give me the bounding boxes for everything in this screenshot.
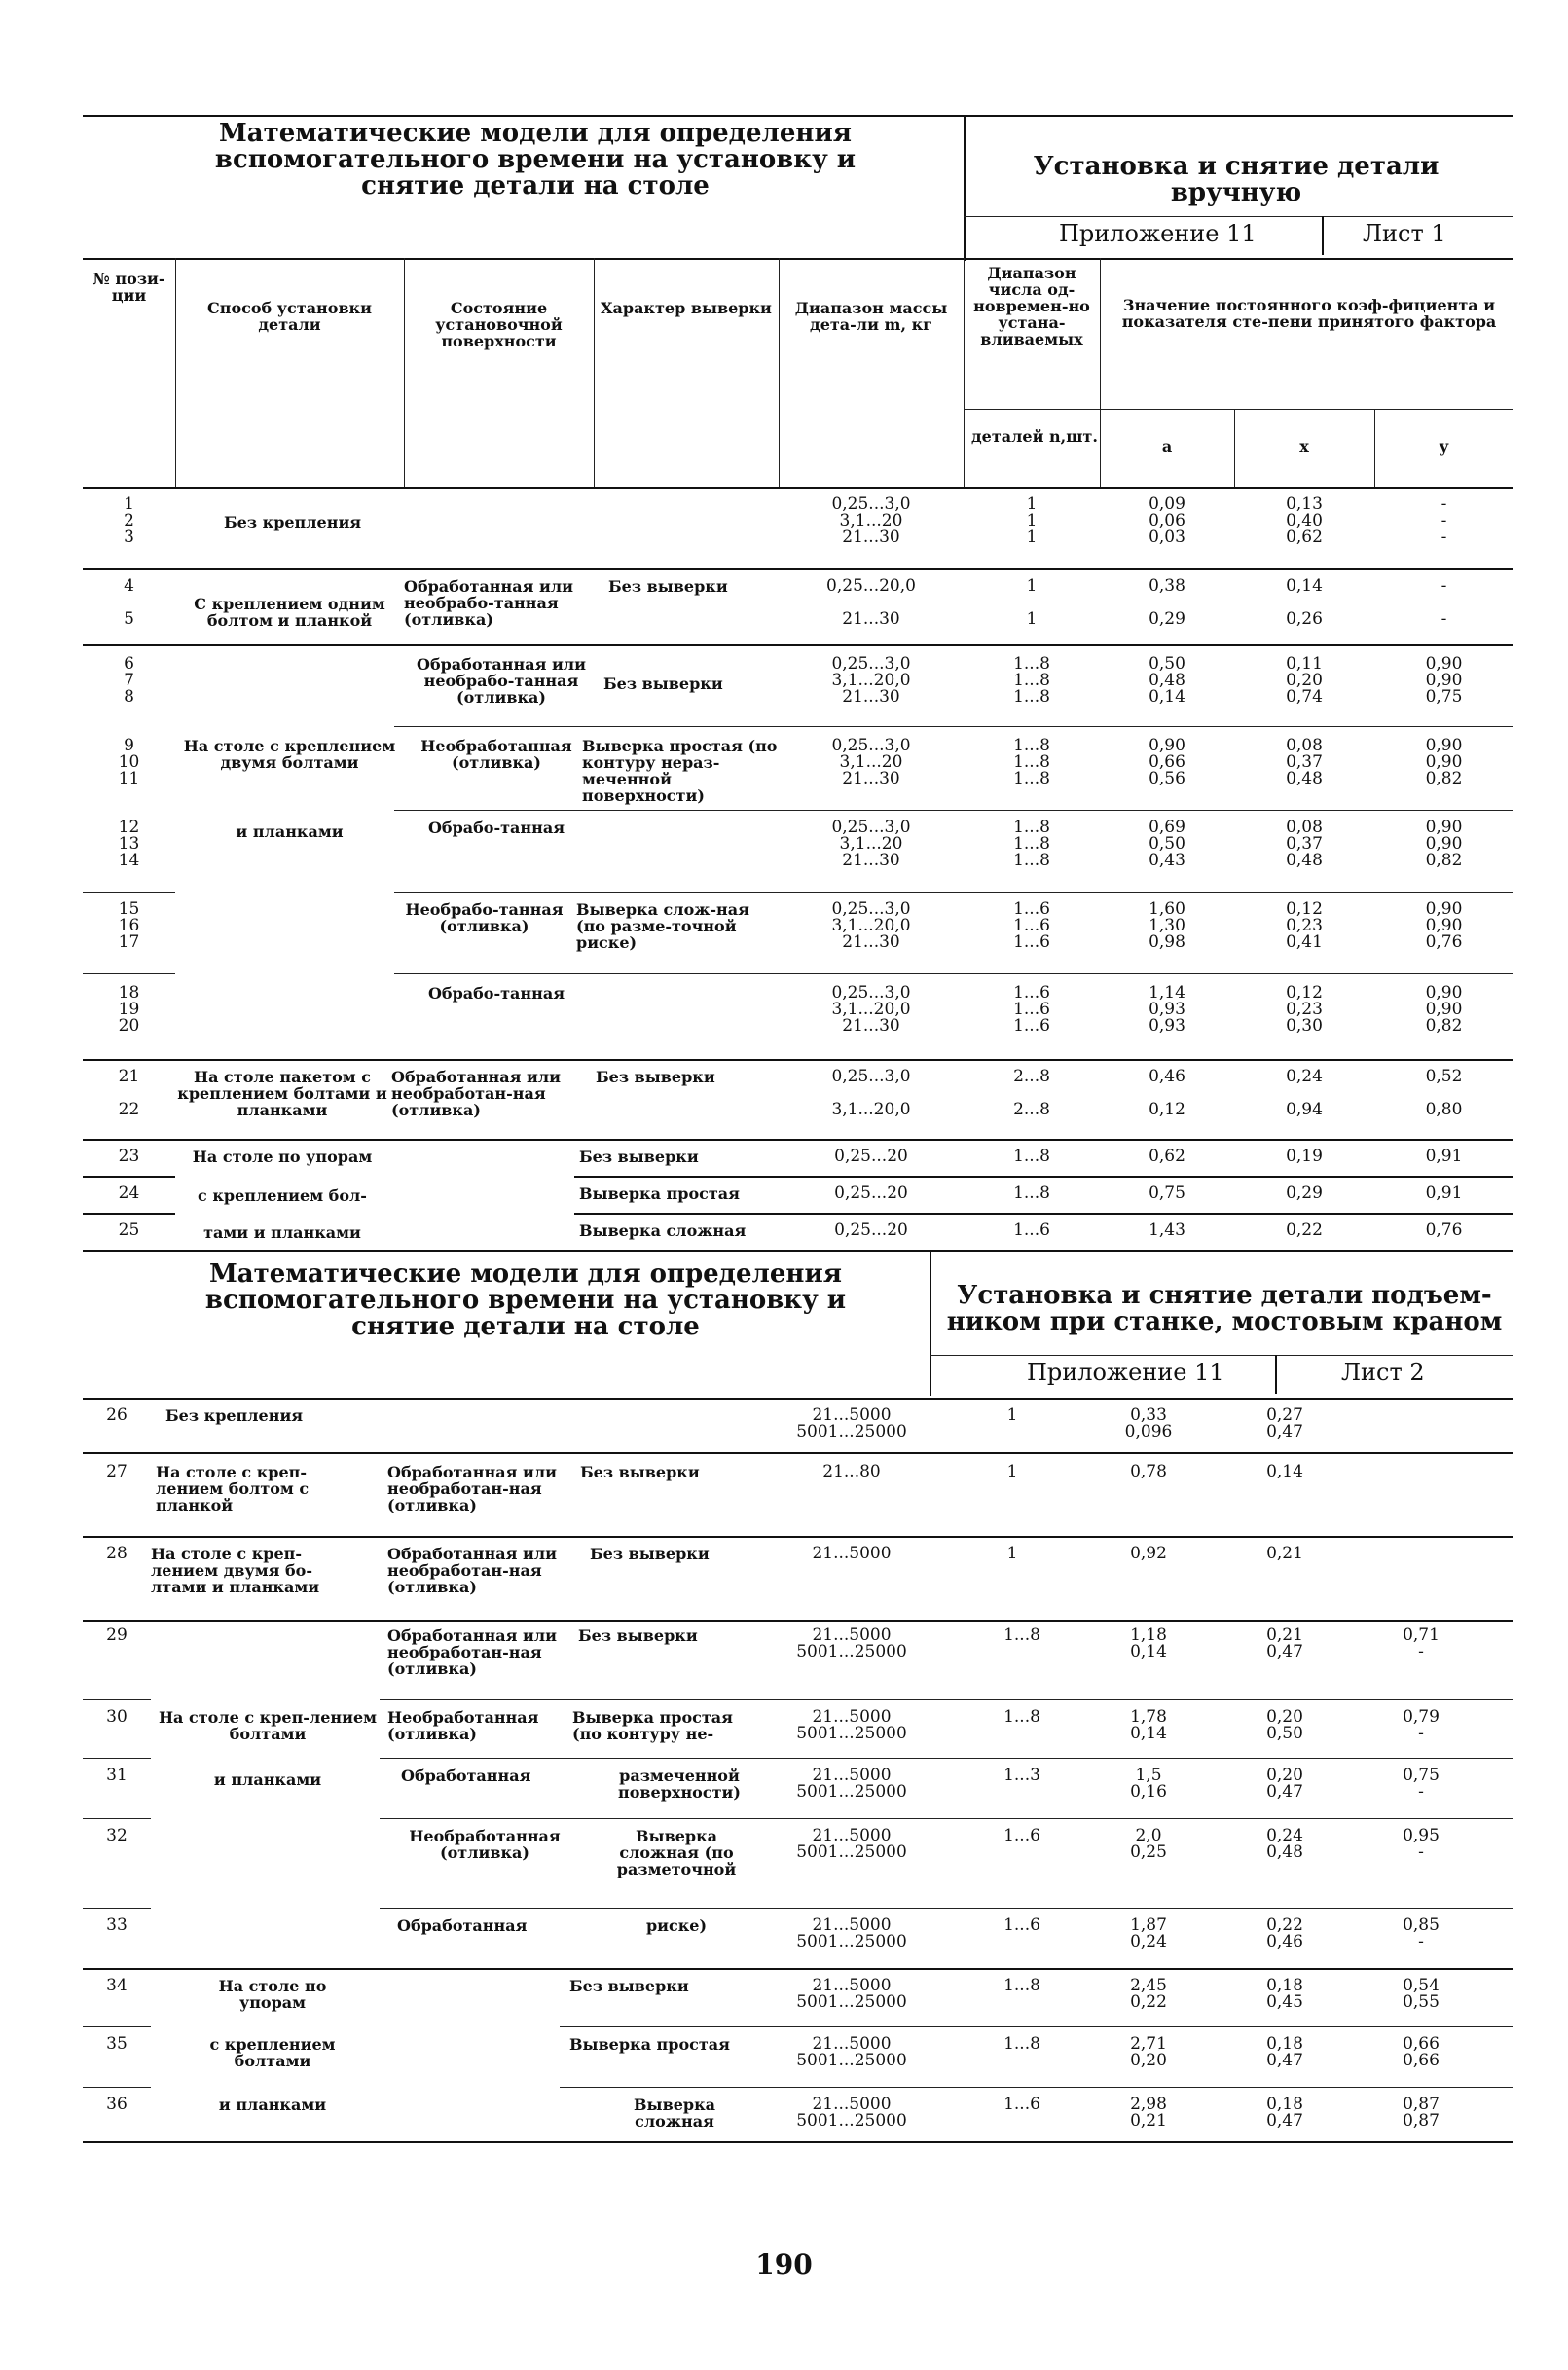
row-mass: 0,25...3,0 3,1...20 21...30 [831,736,911,788]
col-header-surface: Состояние установочной поверхности [435,299,563,350]
row-y: 0,71 - [1403,1625,1440,1661]
row-a: 0,62 [1149,1147,1185,1166]
row-pos: 28 [106,1544,128,1563]
row-pos: 35 [106,2034,128,2054]
row-surface: Обработанная или необработан-ная (отливка) [387,1626,557,1678]
row-mass: 0,25...20 [834,1184,908,1203]
row-y: 0,87 0,87 [1403,2095,1440,2131]
row-count: 1...8 [1013,1184,1050,1203]
row-surface: Обработанная или необработан-ная (отливка) [387,1545,557,1596]
row-y: 0,95 - [1403,1826,1440,1862]
row-method: с креплением болтами [209,2035,336,2070]
row-a: 0,09 0,06 0,03 [1149,494,1185,547]
row-surface: Необработанная (отливка) [420,737,572,772]
row-mass: 0,25...3,0 3,1...20,0 21...30 [831,983,911,1036]
row-a: 1,14 0,93 0,93 [1149,983,1185,1036]
row-x: 0,12 0,23 0,30 [1286,983,1323,1036]
row-mass: 0,25...3,0 3,1...20,0 21...30 [831,899,911,952]
row-y: 0,90 0,90 0,82 [1425,818,1463,870]
row-x: 0,08 0,37 0,48 [1286,736,1323,788]
row-y: 0,90 0,90 0,75 [1425,654,1463,707]
row-y: 0,90 0,90 0,82 [1425,983,1463,1036]
row-count: 1...8 [1003,1625,1040,1645]
row-method: На столе с креп-лением болтом с планкой [156,1463,310,1514]
row-method: и планками [213,1770,322,1789]
row-method: На столе с креп-лением болтами [158,1708,378,1743]
row-a: 0,92 [1130,1544,1167,1563]
row-mass: 21...5000 5001...25000 [796,1915,907,1951]
row-x: 0,13 0,40 0,62 [1286,494,1323,547]
row-surface: Обрабо-танная [427,819,565,837]
sheet2-title-right: Установка и снятие детали подъем-ником при станке, мостовым краном [946,1281,1503,1336]
row-method: На столе пакетом с креплением болтами и планками [177,1068,387,1119]
row-x: 0,18 0,47 [1266,2095,1303,2131]
row-mass: 21...5000 5001...25000 [796,1405,907,1441]
row-surface: Обработанная [401,1767,531,1785]
row-y: - - [1440,576,1447,629]
row-mass: 21...5000 5001...25000 [796,2095,907,2131]
row-alignment: Без выверки [596,1068,715,1086]
row-mass: 21...5000 5001...25000 [796,1826,907,1862]
row-a: 2,98 0,21 [1130,2095,1167,2131]
row-a: 2,71 0,20 [1130,2034,1167,2070]
row-alignment: Без выверки [603,675,723,693]
row-x: 0,22 0,46 [1266,1915,1303,1951]
sheet1-appendix: Приложение 11 [1059,220,1257,247]
row-pos: 15 16 17 [118,899,140,952]
row-surface: Обработанная или необрабо-танная (отливка) [417,655,586,707]
row-count: 1...6 1...6 1...6 [1013,983,1050,1036]
row-y: 0,91 [1425,1147,1463,1166]
row-count: 1...6 [1003,2095,1040,2114]
row-x: 0,20 0,47 [1266,1766,1303,1802]
row-method: с креплением бол- [198,1186,367,1205]
row-method: и планками [218,2096,327,2114]
row-surface: Необработанная (отливка) [387,1708,539,1743]
row-a: 1,43 [1149,1221,1185,1240]
row-x: 0,18 0,47 [1266,2034,1303,2070]
row-mass: 21...5000 5001...25000 [796,1766,907,1802]
row-x: 0,14 0,26 [1286,576,1323,629]
sheet2-appendix: Приложение 11 [1027,1359,1224,1386]
row-pos: 36 [106,2095,128,2114]
row-alignment: Без выверки [579,1148,699,1166]
row-y: 0,91 [1425,1184,1463,1203]
row-count: 1...8 1...8 1...8 [1013,654,1050,707]
row-x: 0,14 [1266,1462,1303,1481]
row-method: Без крепления [224,513,362,531]
row-pos: 30 [106,1707,128,1727]
row-alignment: Выверка сложная [634,2096,715,2131]
page-number: 190 [755,2248,813,2280]
row-surface: Обработанная или необработан-ная (отливка) [387,1463,557,1514]
col-header-coefficients: Значение постоянного коэф-фициента и показателя сте-пени принятого фактора [1121,296,1497,331]
row-mass: 0,25...3,0 3,1...20 21...30 [831,494,911,547]
row-a: 0,78 [1130,1462,1167,1481]
row-pos: 34 [106,1976,128,1995]
row-surface: Обработанная [397,1916,528,1935]
row-count: 1 1 1 [1026,494,1038,547]
row-pos: 33 [106,1915,128,1935]
row-count: 1...3 [1003,1766,1040,1785]
row-pos: 12 13 14 [118,818,140,870]
row-alignment: Без выверки [578,1626,698,1645]
row-x: 0,21 0,47 [1266,1625,1303,1661]
row-a: 0,46 0,12 [1149,1067,1185,1119]
row-y: - - - [1440,494,1447,547]
row-x: 0,11 0,20 0,74 [1286,654,1323,707]
row-y: 0,66 0,66 [1403,2034,1440,2070]
row-a: 0,50 0,48 0,14 [1149,654,1185,707]
row-surface: Обрабо-танная [427,984,565,1003]
row-count: 1...8 [1003,1976,1040,1995]
row-surface: Необработанная (отливка) [409,1827,561,1862]
row-a: 1,18 0,14 [1130,1625,1167,1661]
sheet2-sheet-label: Лист 2 [1341,1359,1425,1386]
row-a: 0,38 0,29 [1149,576,1185,629]
col-header-position: № пози-ции [92,270,165,305]
row-count: 1...6 1...6 1...6 [1013,899,1050,952]
row-x: 0,24 0,94 [1286,1067,1323,1119]
row-pos: 23 [118,1147,140,1166]
row-count: 2...8 2...8 [1013,1067,1050,1119]
row-y: 0,75 - [1403,1766,1440,1802]
row-count: 1...8 1...8 1...8 [1013,818,1050,870]
row-method: На столе по упорам [192,1148,373,1166]
row-surface: Обработанная или необрабо-танная (отливка) [404,577,573,629]
row-mass: 0,25...20 [834,1221,908,1240]
row-pos: 6 7 8 [124,654,134,707]
row-x: 0,29 [1286,1184,1323,1203]
row-x: 0,08 0,37 0,48 [1286,818,1323,870]
row-pos: 21 22 [118,1067,140,1119]
row-pos: 27 [106,1462,128,1481]
row-alignment: Выверка сложная (по разметочной [616,1827,737,1878]
row-method: На столе по упорам [218,1977,327,2012]
row-mass: 0,25...3,0 3,1...20,0 21...30 [831,654,911,707]
row-a: 1,5 0,16 [1130,1766,1167,1802]
row-x: 0,19 [1286,1147,1323,1166]
row-pos: 9 10 11 [118,736,140,788]
sheet1-title-right: Установка и снятие детали вручную [1033,152,1440,207]
row-mass: 0,25...20 [834,1147,908,1166]
row-alignment: Без выверки [590,1545,710,1563]
row-surface: Необрабо-танная (отливка) [405,900,564,935]
row-pos: 1 2 3 [124,494,134,547]
sheet2-title-left: Математические модели для определения вспомогательного времени на установку и снятие детали на столе [204,1259,847,1341]
row-a: 1,87 0,24 [1130,1915,1167,1951]
row-alignment: Выверка простая [569,2035,730,2054]
row-y: 0,85 - [1403,1915,1440,1951]
row-count: 1...6 [1003,1915,1040,1935]
row-y: 0,79 - [1403,1707,1440,1743]
row-mass: 21...5000 [812,1544,892,1563]
row-method: тами и планками [203,1223,361,1242]
row-count: 1...6 [1003,1826,1040,1845]
row-alignment: Выверка простая (по контуру не- [572,1708,733,1743]
row-y: 0,90 0,90 0,76 [1425,899,1463,952]
row-pos: 18 19 20 [118,983,140,1036]
row-mass: 0,25...3,0 3,1...20,0 [831,1067,911,1119]
row-mass: 0,25...20,0 21...30 [826,576,916,629]
sheet1-sheet-label: Лист 1 [1363,220,1446,247]
row-x: 0,22 [1286,1221,1323,1240]
row-count: 1 1 [1026,576,1038,629]
row-x: 0,12 0,23 0,41 [1286,899,1323,952]
row-count: 1...8 1...8 1...8 [1013,736,1050,788]
row-method: и планками [236,822,344,841]
row-method: Без крепления [165,1406,304,1425]
row-pos: 29 [106,1625,128,1645]
col-header-x: x [1299,437,1309,456]
col-header-count-unit: деталей n,шт. [971,427,1098,446]
row-mass: 21...5000 5001...25000 [796,1976,907,2012]
col-header-method: Способ установки детали [207,299,372,334]
col-header-count: Диапазон числа од-новремен-но устана-вливаемых [973,264,1090,348]
col-header-mass: Диапазон массы дета-ли m, кг [794,299,948,334]
row-pos: 24 [118,1184,140,1203]
row-alignment: Выверка сложная [579,1221,747,1240]
row-count: 1...8 [1003,2034,1040,2054]
row-pos: 32 [106,1826,128,1845]
row-mass: 21...5000 5001...25000 [796,2034,907,2070]
row-count: 1 [1006,1405,1018,1425]
row-y: 0,76 [1425,1221,1463,1240]
row-alignment: Выверка простая (по контуру нераз-меченной поверхности) [582,737,778,805]
col-header-y: y [1439,437,1449,456]
row-alignment: Без выверки [569,1977,689,1995]
row-count: 1...8 [1003,1707,1040,1727]
row-y: 0,54 0,55 [1403,1976,1440,2012]
row-x: 0,27 0,47 [1266,1405,1303,1441]
row-count: 1 [1006,1462,1018,1481]
row-mass: 21...5000 5001...25000 [796,1625,907,1661]
row-a: 0,33 0,096 [1124,1405,1173,1441]
row-method: На столе с креплением двумя болтами [183,737,396,772]
row-y: 0,52 0,80 [1425,1067,1463,1119]
row-y: 0,90 0,90 0,82 [1425,736,1463,788]
row-a: 0,69 0,50 0,43 [1149,818,1185,870]
row-alignment: Без выверки [608,577,728,596]
row-a: 2,45 0,22 [1130,1976,1167,2012]
row-a: 2,0 0,25 [1130,1826,1167,1862]
row-count: 1...8 [1013,1147,1050,1166]
col-header-a: a [1161,437,1173,456]
row-x: 0,20 0,50 [1266,1707,1303,1743]
row-count: 1...6 [1013,1221,1050,1240]
row-a: 0,90 0,66 0,56 [1149,736,1185,788]
row-pos: 31 [106,1766,128,1785]
col-header-alignment: Характер выверки [601,299,772,317]
row-method: На столе с креп-лением двумя бо-лтами и планками [151,1545,320,1596]
row-mass: 21...80 [822,1462,881,1481]
row-pos: 25 [118,1221,140,1240]
row-x: 0,18 0,45 [1266,1976,1303,2012]
row-alignment: Без выверки [580,1463,700,1481]
row-surface: Обработанная или необработан-ная (отливка) [391,1068,561,1119]
row-mass: 0,25...3,0 3,1...20 21...30 [831,818,911,870]
row-alignment: Выверка слож-ная (по разме-точной риске) [576,900,749,952]
row-alignment: Выверка простая [579,1185,740,1203]
row-method: С креплением одним болтом и планкой [194,595,385,630]
row-a: 0,75 [1149,1184,1185,1203]
row-alignment: размеченной поверхности) [618,1767,741,1802]
row-x: 0,24 0,48 [1266,1826,1303,1862]
row-pos: 26 [106,1405,128,1425]
row-a: 1,60 1,30 0,98 [1149,899,1185,952]
row-count: 1 [1006,1544,1018,1563]
row-mass: 21...5000 5001...25000 [796,1707,907,1743]
row-alignment: риске) [645,1916,708,1935]
row-x: 0,21 [1266,1544,1303,1563]
row-a: 1,78 0,14 [1130,1707,1167,1743]
row-pos: 4 5 [124,576,134,629]
sheet1-title-left: Математические модели для определения вспомогательного времени на установку и снятие детали на столе [214,119,857,201]
